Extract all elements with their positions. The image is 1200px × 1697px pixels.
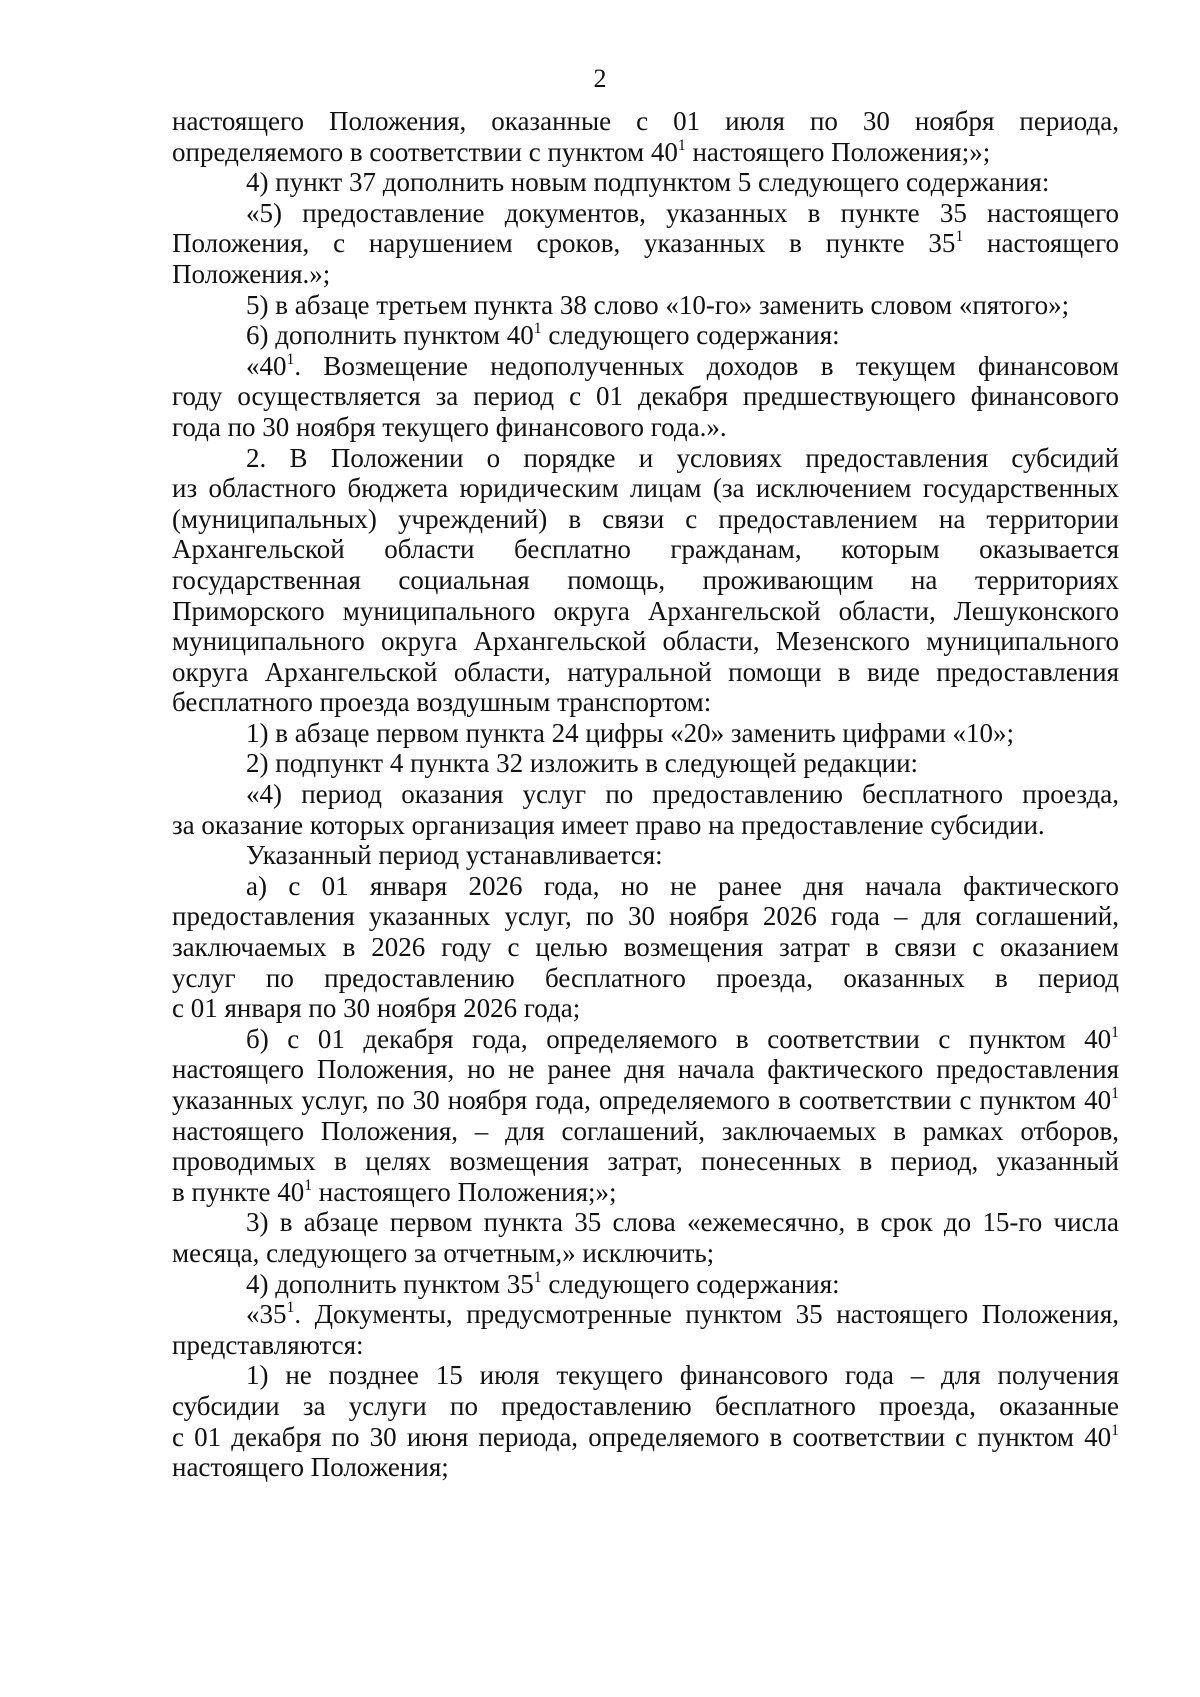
line-text: 4) дополнить пунктом 35 [246, 1268, 534, 1299]
line-text: а) с 01 января 2026 года, но не ранее дня начала фактического [246, 870, 1119, 901]
text-line [172, 1299, 1119, 1330]
text-line [172, 320, 1119, 351]
text-line [172, 1207, 1119, 1238]
line-text: представляются: [172, 1329, 364, 1360]
text-line [172, 381, 1119, 412]
line-text: из областного бюджета юридическим лицам (за исключением государственных [172, 473, 1119, 504]
line-text: «4) период оказания услуг по предоставлению бесплатного проезда, [246, 779, 1119, 810]
line-text: настоящего Положения, но не ранее дня начала фактического предоставления [172, 1054, 1119, 1085]
line-text: Архангельской области бесплатно гражданам, которым оказывается [172, 534, 1119, 565]
text-line [172, 167, 1119, 198]
superscript: 1 [1111, 1023, 1119, 1041]
text-line [172, 840, 1119, 871]
text-line [172, 351, 1119, 382]
page-number: 2 [593, 64, 607, 93]
text-line [172, 1269, 1119, 1300]
line-text: (муниципальных) учреждений) в связи с предоставлением на территории [172, 503, 1119, 534]
line-text: 6) дополнить пунктом 40 [246, 320, 534, 351]
line-text-after: настоящего Положения;»; [312, 1176, 617, 1207]
line-text: с 01 января по 30 ноября 2026 года; [172, 993, 581, 1024]
line-text: 4) пункт 37 дополнить новым подпунктом 5 следующего содержания: [246, 167, 1050, 198]
line-text: услуг по предоставлению бесплатного проезда, оказанных в период [172, 962, 1119, 993]
line-text: определяемого в соответствии с пунктом 40 [172, 136, 678, 167]
text-line [172, 290, 1119, 321]
line-text: за оказание которых организация имеет право на предоставление субсидии. [172, 809, 1045, 840]
text-line [172, 534, 1119, 565]
document-body [172, 106, 1119, 1483]
line-text: Положения.»; [172, 258, 331, 289]
text-line [172, 932, 1119, 963]
text-line [172, 106, 1119, 137]
line-text: году осуществляется за период с 01 декабря предшествующего финансового [172, 381, 1119, 412]
line-text-after: следующего содержания: [541, 320, 840, 351]
text-line [172, 718, 1119, 749]
text-line [172, 1116, 1119, 1147]
line-text: 1) в абзаце первом пункта 24 цифры «20» заменить цифрами «10»; [246, 717, 1015, 748]
text-line [172, 1391, 1119, 1422]
line-text: предоставления указанных услуг, по 30 ноября 2026 года – для соглашений, [172, 901, 1119, 932]
text-line [172, 198, 1119, 229]
text-line [172, 1330, 1119, 1361]
line-text: «35 [246, 1299, 287, 1330]
line-text: б) с 01 декабря года, определяемого в соответствии с пунктом 40 [246, 1023, 1112, 1054]
text-line [172, 748, 1119, 779]
text-line [172, 1054, 1119, 1085]
line-text: 5) в абзаце третьем пункта 38 слово «10-го» заменить словом «пятого»; [246, 289, 1070, 320]
superscript: 1 [1111, 1421, 1119, 1439]
text-line [172, 901, 1119, 932]
line-text: субсидии за услуги по предоставлению бесплатного проезда, оказанные [172, 1390, 1119, 1421]
superscript: 1 [533, 320, 542, 338]
superscript: 1 [286, 350, 295, 368]
line-text-after: . Документы, предусмотренные пунктом 35 настоящего Положения, [294, 1299, 1119, 1330]
line-text: Указанный период устанавливается: [246, 840, 663, 871]
line-text: Приморского муниципального округа Архангельской области, Лешуконского [172, 595, 1119, 626]
line-text: «40 [246, 350, 287, 381]
line-text: 2. В Положении о порядке и условиях предоставления субсидий [246, 442, 1119, 473]
line-text: государственная социальная помощь, проживающим на территориях [172, 564, 1119, 595]
line-text: бесплатного проезда воздушным транспортом: [172, 687, 712, 718]
text-line [172, 963, 1119, 994]
line-text: 1) не позднее 15 июля текущего финансового года – для получения [246, 1360, 1119, 1391]
line-text: настоящего Положения, оказанные с 01 июля по 30 ноября периода, [172, 106, 1119, 136]
text-line [172, 1452, 1119, 1483]
line-text: муниципального округа Архангельской области, Мезенского муниципального [172, 626, 1119, 657]
text-line [172, 1422, 1119, 1453]
line-text: округа Архангельской области, натуральной помощи в виде предоставления [172, 656, 1119, 687]
line-text: 3) в абзаце первом пункта 35 слова «ежемесячно, в срок до 15-го числа [246, 1207, 1119, 1238]
line-text: проводимых в целях возмещения затрат, понесенных в период, указанный [172, 1146, 1119, 1177]
line-text: заключаемых в 2026 году с целью возмещения затрат в связи с оказанием [172, 932, 1119, 963]
line-text-after: настоящего Положения;»; [685, 136, 991, 167]
line-text: 2) подпункт 4 пункта 32 изложить в следующей редакции: [246, 748, 919, 779]
text-line [172, 1177, 1119, 1208]
superscript: 1 [1111, 1085, 1119, 1103]
text-line [172, 687, 1119, 718]
superscript: 1 [304, 1176, 313, 1194]
line-text-after: следующего содержания: [541, 1268, 840, 1299]
text-line [172, 1085, 1119, 1116]
line-text-after: . Возмещение недополученных доходов в текущем финансовом [294, 350, 1119, 381]
superscript: 1 [533, 1268, 542, 1286]
text-line [172, 473, 1119, 504]
text-line [172, 228, 1119, 259]
text-line [172, 810, 1119, 841]
text-line [172, 657, 1119, 688]
text-line [172, 1146, 1119, 1177]
text-line [172, 1238, 1119, 1269]
text-line [172, 137, 1119, 168]
line-text: настоящего Положения; [172, 1452, 449, 1483]
line-text: «5) предоставление документов, указанных в пункте 35 настоящего [246, 197, 1119, 228]
text-line [172, 1024, 1119, 1055]
line-text: Положения, с нарушением сроков, указанных в пункте 35 [172, 228, 956, 259]
text-line [172, 626, 1119, 657]
text-line [172, 779, 1119, 810]
text-line [172, 504, 1119, 535]
line-text-after: настоящего [963, 228, 1119, 259]
line-text: указанных услуг, по 30 ноября года, определяемого в соответствии с пунктом 40 [172, 1085, 1112, 1115]
line-text: настоящего Положения, – для соглашений, заключаемых в рамках отборов, [172, 1115, 1119, 1146]
superscript: 1 [677, 136, 686, 154]
line-text: в пункте 40 [172, 1176, 305, 1207]
text-line [172, 596, 1119, 627]
line-text: года по 30 ноября текущего финансового года.». [172, 411, 727, 442]
text-line [172, 412, 1119, 443]
superscript: 1 [286, 1299, 295, 1317]
superscript: 1 [955, 228, 964, 246]
line-text: месяца, следующего за отчетным,» исключить; [172, 1237, 715, 1268]
text-line [172, 871, 1119, 902]
text-line [172, 565, 1119, 596]
line-text: с 01 декабря по 30 июня периода, определяемого в соответствии с пунктом 40 [172, 1421, 1112, 1452]
text-line [172, 993, 1119, 1024]
text-line [172, 1360, 1119, 1391]
text-line [172, 259, 1119, 290]
text-line [172, 443, 1119, 474]
